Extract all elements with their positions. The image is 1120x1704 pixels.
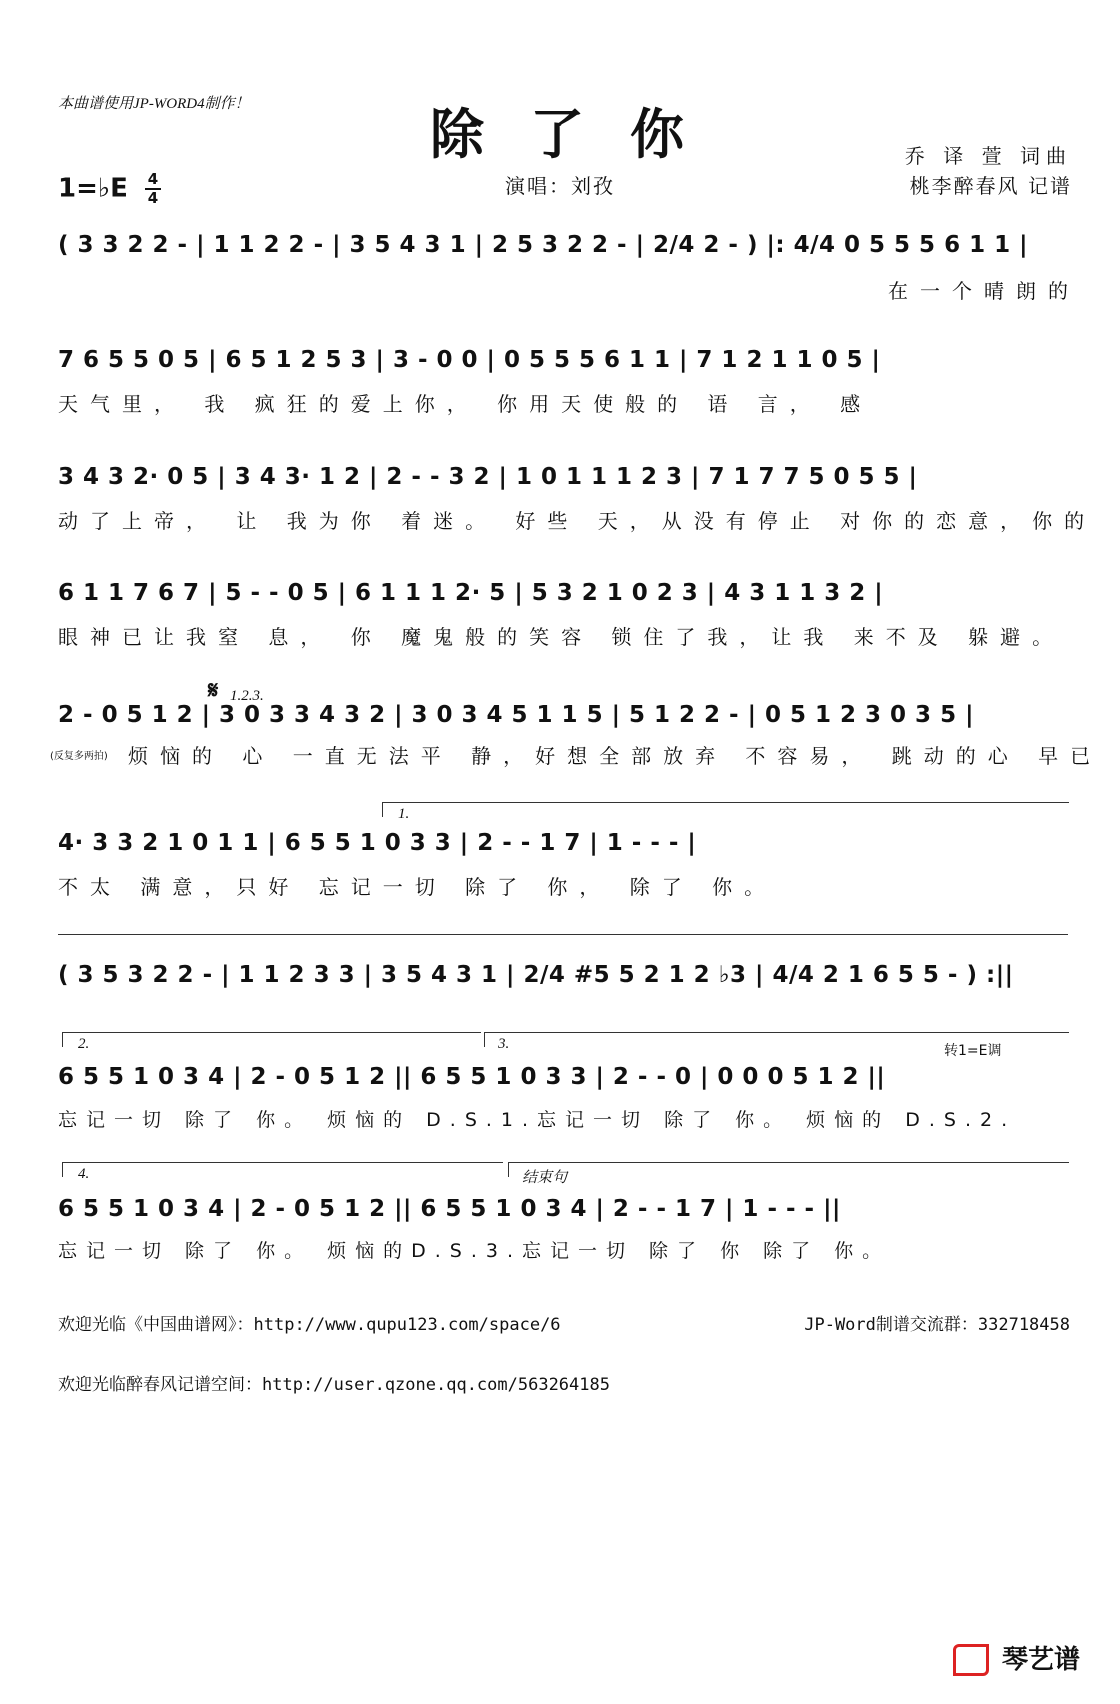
system-4-notes: 6 1 1 7 6 7 | 5 - - 0 5 | 6 1 1 1 2· 5 | 5 3 2 1 0 2 3 | 4 3 1 1 3 2 | <box>58 580 884 606</box>
singer: 演唱：刘孜 <box>505 174 615 198</box>
watermark-text: 琴艺谱 <box>1001 1644 1080 1675</box>
lyricist-composer: 乔 译 萱 词曲 <box>904 144 1072 168</box>
system-4-lyrics: 眼神已让我窒 息， 你 魔鬼般的笑容 锁住了我，让我 来不及 躲避。 <box>58 625 1065 649</box>
system-5-notes: 2 - 0 5 1 2 | 3 0 3 3 4 3 2 | 3 0 3 4 5 1 1 5 | 5 1 2 2 - | 0 5 1 2 3 0 3 5 | <box>58 702 974 728</box>
system-8-notes: 6 5 5 1 0 3 4 | 2 - 0 5 1 2 || 6 5 5 1 0 3 3 | 2 - - 0 | 0 0 0 5 1 2 || <box>58 1064 886 1090</box>
system-7-notes: ( 3 5 3 2 2 - | 1 1 2 3 3 | 3 5 4 3 1 | 2/4 #5 5 2 1 2 ♭3 | 4/4 2 1 6 5 5 - ) :|| <box>58 962 1014 988</box>
watermark-logo <box>953 1639 1080 1677</box>
system-2-notes: 7 6 5 5 0 5 | 6 5 1 2 5 3 | 3 - 0 0 | 0 5 5 5 6 1 1 | 7 1 2 1 1 0 5 | <box>58 347 881 373</box>
key-signature <box>58 172 161 206</box>
time-sig-top: 4 <box>147 170 159 188</box>
system-3-lyrics: 动了上帝， 让 我为你 着迷。 好些 天，从没有停止 对你的恋意，你的 <box>58 509 1097 533</box>
footer-space-link[interactable]: 欢迎光临醉春风记谱空间：http://user.qzone.qq.com/563264185 <box>58 1375 610 1395</box>
coda-label: 结束句 <box>522 1170 568 1186</box>
repeat-note: (反复多两拍) <box>50 751 108 762</box>
volta-4-bracket <box>62 1162 503 1177</box>
system-2-lyrics: 天气里， 我 疯狂的爱上你， 你用天使般的 语 言， 感 <box>58 392 873 416</box>
system-8-lyrics: 忘记一切 除了 你。 烦恼的 D.S.1.忘记一切 除了 你。 烦恼的 D.S.2. <box>58 1109 1017 1131</box>
tagline: 本曲谱使用JP-WORD4制作！ <box>58 96 250 112</box>
coda-bracket <box>508 1162 1069 1177</box>
system-1-lyrics: 在一个晴朗的 <box>888 279 1080 303</box>
segno-sign: 𝄋 <box>208 676 219 704</box>
system-6-lyrics: 不太 满意，只好 忘记一切 除了 你， 除了 你。 <box>58 875 777 899</box>
modulation-label: 转1=E调 <box>944 1043 1002 1059</box>
volta-3-label: 3. <box>498 1036 510 1052</box>
system-3-notes: 3 4 3 2· 0 5 | 3 4 3· 1 2 | 2 - - 3 2 | 1 0 1 1 1 2 3 | 7 1 7 7 5 0 5 5 | <box>58 464 918 490</box>
time-signature <box>145 172 161 206</box>
segno-label: 1.2.3. <box>230 688 264 704</box>
system-6-notes: 4· 3 3 2 1 0 1 1 | 6 5 5 1 0 3 3 | 2 - - 1 7 | 1 - - - | <box>58 830 697 856</box>
system-9-notes: 6 5 5 1 0 3 4 | 2 - 0 5 1 2 || 6 5 5 1 0 3 4 | 2 - - 1 7 | 1 - - - || <box>58 1196 841 1222</box>
system-5-lyrics: 烦恼的 心 一直无法平 静，好想全部放弃 不容易， 跳动的心 早已 <box>128 744 1103 768</box>
system-9-lyrics: 忘记一切 除了 你。 烦恼的D.S.3.忘记一切 除了 你 除了 你。 <box>58 1240 891 1262</box>
time-sig-bottom: 4 <box>147 189 159 207</box>
volta-4-label: 4. <box>78 1166 90 1182</box>
system-1-notes: ( 3 3 2 2 - | 1 1 2 2 - | 3 5 4 3 1 | 2 5 3 2 2 - | 2/4 2 - ) |: 4/4 0 5 5 5 6 1 1 | <box>58 232 1028 258</box>
interlude-line <box>58 934 1068 935</box>
page-title: 除了你 <box>430 102 730 166</box>
key-text: 1=♭E <box>58 173 128 204</box>
volta-1-bracket <box>382 802 1069 817</box>
volta-2-label: 2. <box>78 1036 90 1052</box>
volta-1-label: 1. <box>398 806 410 822</box>
footer-group: JP-Word制谱交流群：332718458 <box>804 1315 1070 1335</box>
watermark-icon <box>953 1644 989 1676</box>
transcriber: 桃李醉春风 记谱 <box>909 174 1072 198</box>
volta-2-bracket <box>62 1032 481 1047</box>
footer-site-link[interactable]: 欢迎光临《中国曲谱网》：http://www.qupu123.com/space/6 <box>58 1315 561 1335</box>
